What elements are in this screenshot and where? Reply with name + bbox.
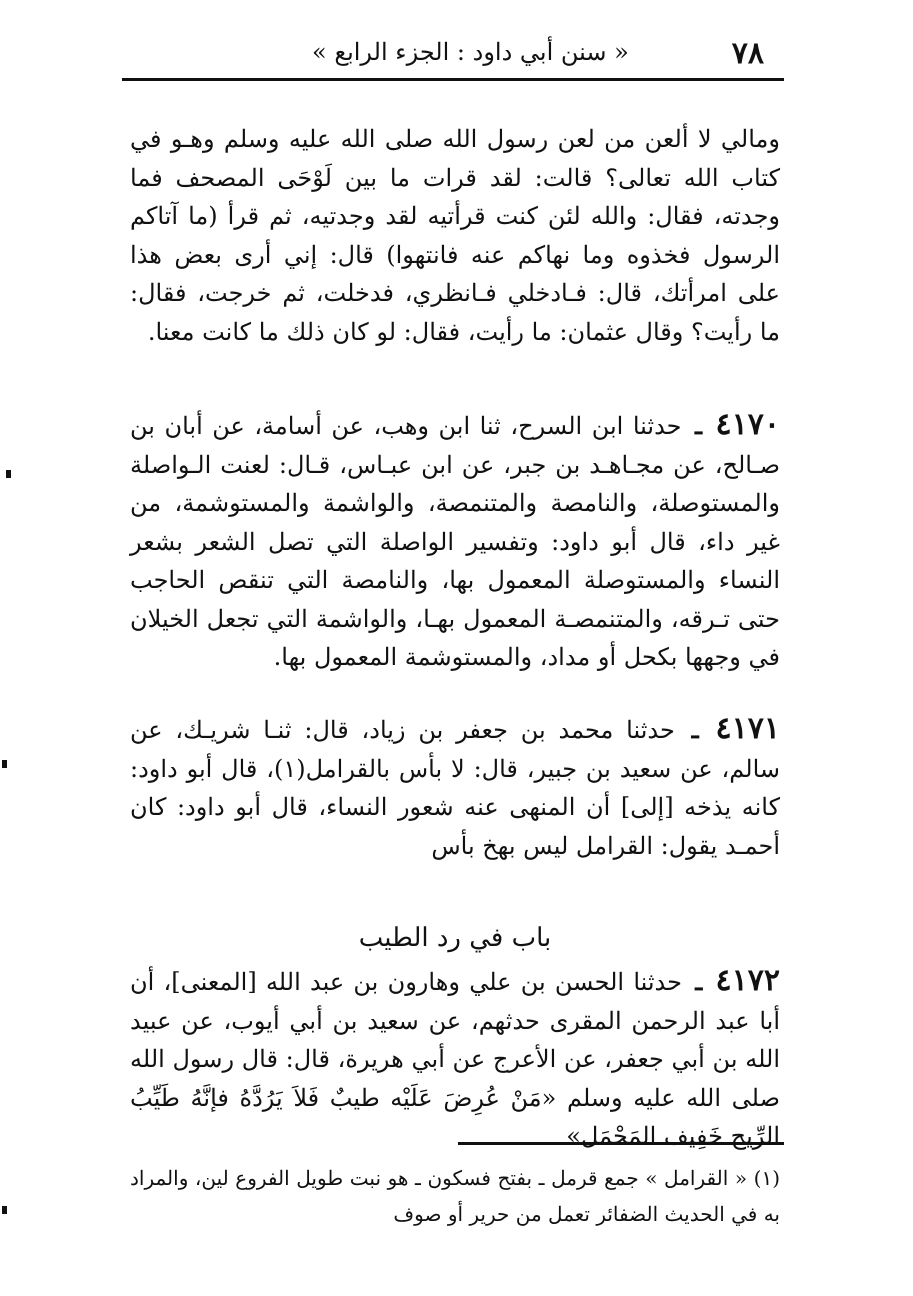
footnote-rule <box>458 1142 784 1145</box>
header-rule <box>122 78 784 81</box>
page-header <box>122 28 782 76</box>
running-title: « سنن أبي داود : الجزء الرابع » <box>312 38 629 66</box>
scan-mark <box>6 470 11 478</box>
scan-mark <box>2 760 7 768</box>
chapter-heading: باب في رد الطيب <box>358 923 552 953</box>
hadith-4170 <box>130 406 780 677</box>
hadith-number: ٤١٧٢ <box>715 963 780 998</box>
footnote <box>130 1160 780 1232</box>
footnote-text: (١) « القرامل » جمع قرمل ـ بفتح فسكون ـ هو نبت طويل الفروع لين، والمراد به في الحديث الضفائر تعمل من حرير أو صوف <box>130 1166 780 1226</box>
hadith-dash: ـ <box>695 967 703 996</box>
hadith-4172 <box>130 962 780 1156</box>
continued-narration <box>130 120 780 351</box>
hadith-text: حدثنا محمد بن جعفر بن زياد، قال: ثنـا شريـك، عن سالم، عن سعيد بن جبير، قال: لا بأس بالقرامل(١)، قال أبو داود: كانه يذخه [إلى] أن المنهى عنه شعور النساء، قال أبو داود: كان أحمـد يقول: القرامل ليس بهخ بأس <box>130 716 780 860</box>
page-number: ٧٨ <box>731 36 764 71</box>
hadith-number: ٤١٧٠ <box>715 407 780 442</box>
hadith-dash: ـ <box>695 411 703 440</box>
hadith-text: حدثنا ابن السرح، ثنا ابن وهب، عن أسامة، عن أبان بن صـالح، عن مجـاهـد بن جبر، عن ابن عبـاس، قـال: لعنت الـواصلة والمستوصلة، والنامصة والمتنمصة، والواشمة والمستوشمة، من غير داء، قال أبو داود: وتفسير الواصلة التي تصل الشعر بشعر النساء والمستوصلة المعمول بها، والنامصة التي تنقص الحاجب حتى تـرقه، والمتنمصـة المعمول بهـا، والواشمة التي تجعل الخيلان في وجهها بكحل أو مداد، والمستوشمة المعمول بها. <box>130 412 780 671</box>
continued-narration-text: ومالي لا ألعن من لعن رسول الله صلى الله عليه وسلم وهـو في كتاب الله تعالى؟ قالت: لقد قرات ما بين لَوْحَى المصحف فما وجدته، فقال: والله لئن كنت قرأتيه لقد وجدتيه، ثم قرأ (ما آتاكم الرسول فخذوه وما نهاكم عنه فانتهوا) قال: إني أرى بعض هذا على امرأتك، قال: فـادخلي فـانظري، فدخلت، ثم خرجت، فقال: ما رأيت؟ وقال عثمان: ما رأيت، فقال: لو كان ذلك ما كانت معنا. <box>130 125 780 346</box>
hadith-text: حدثنا الحسن بن علي وهارون بن عبد الله [المعنى]، أن أبا عبد الرحمن المقرى حدثهم، عن سعيد بن أبي أيوب، عن عبيد الله بن أبي جعفر، عن الأعرج عن أبي هريرة، قال: قال رسول الله صلى الله عليه وسلم «مَنْ عُرِضَ عَلَيْه طيبٌ فَلاَ يَرُدَّهُ فإنَّهُ طَيِّبُ الرِّيح خَفِيف المَحْمَل» <box>130 968 780 1150</box>
hadith-4171 <box>130 710 780 865</box>
hadith-dash: ـ <box>691 715 699 744</box>
hadith-number: ٤١٧١ <box>715 711 780 746</box>
scan-mark <box>2 1206 7 1214</box>
